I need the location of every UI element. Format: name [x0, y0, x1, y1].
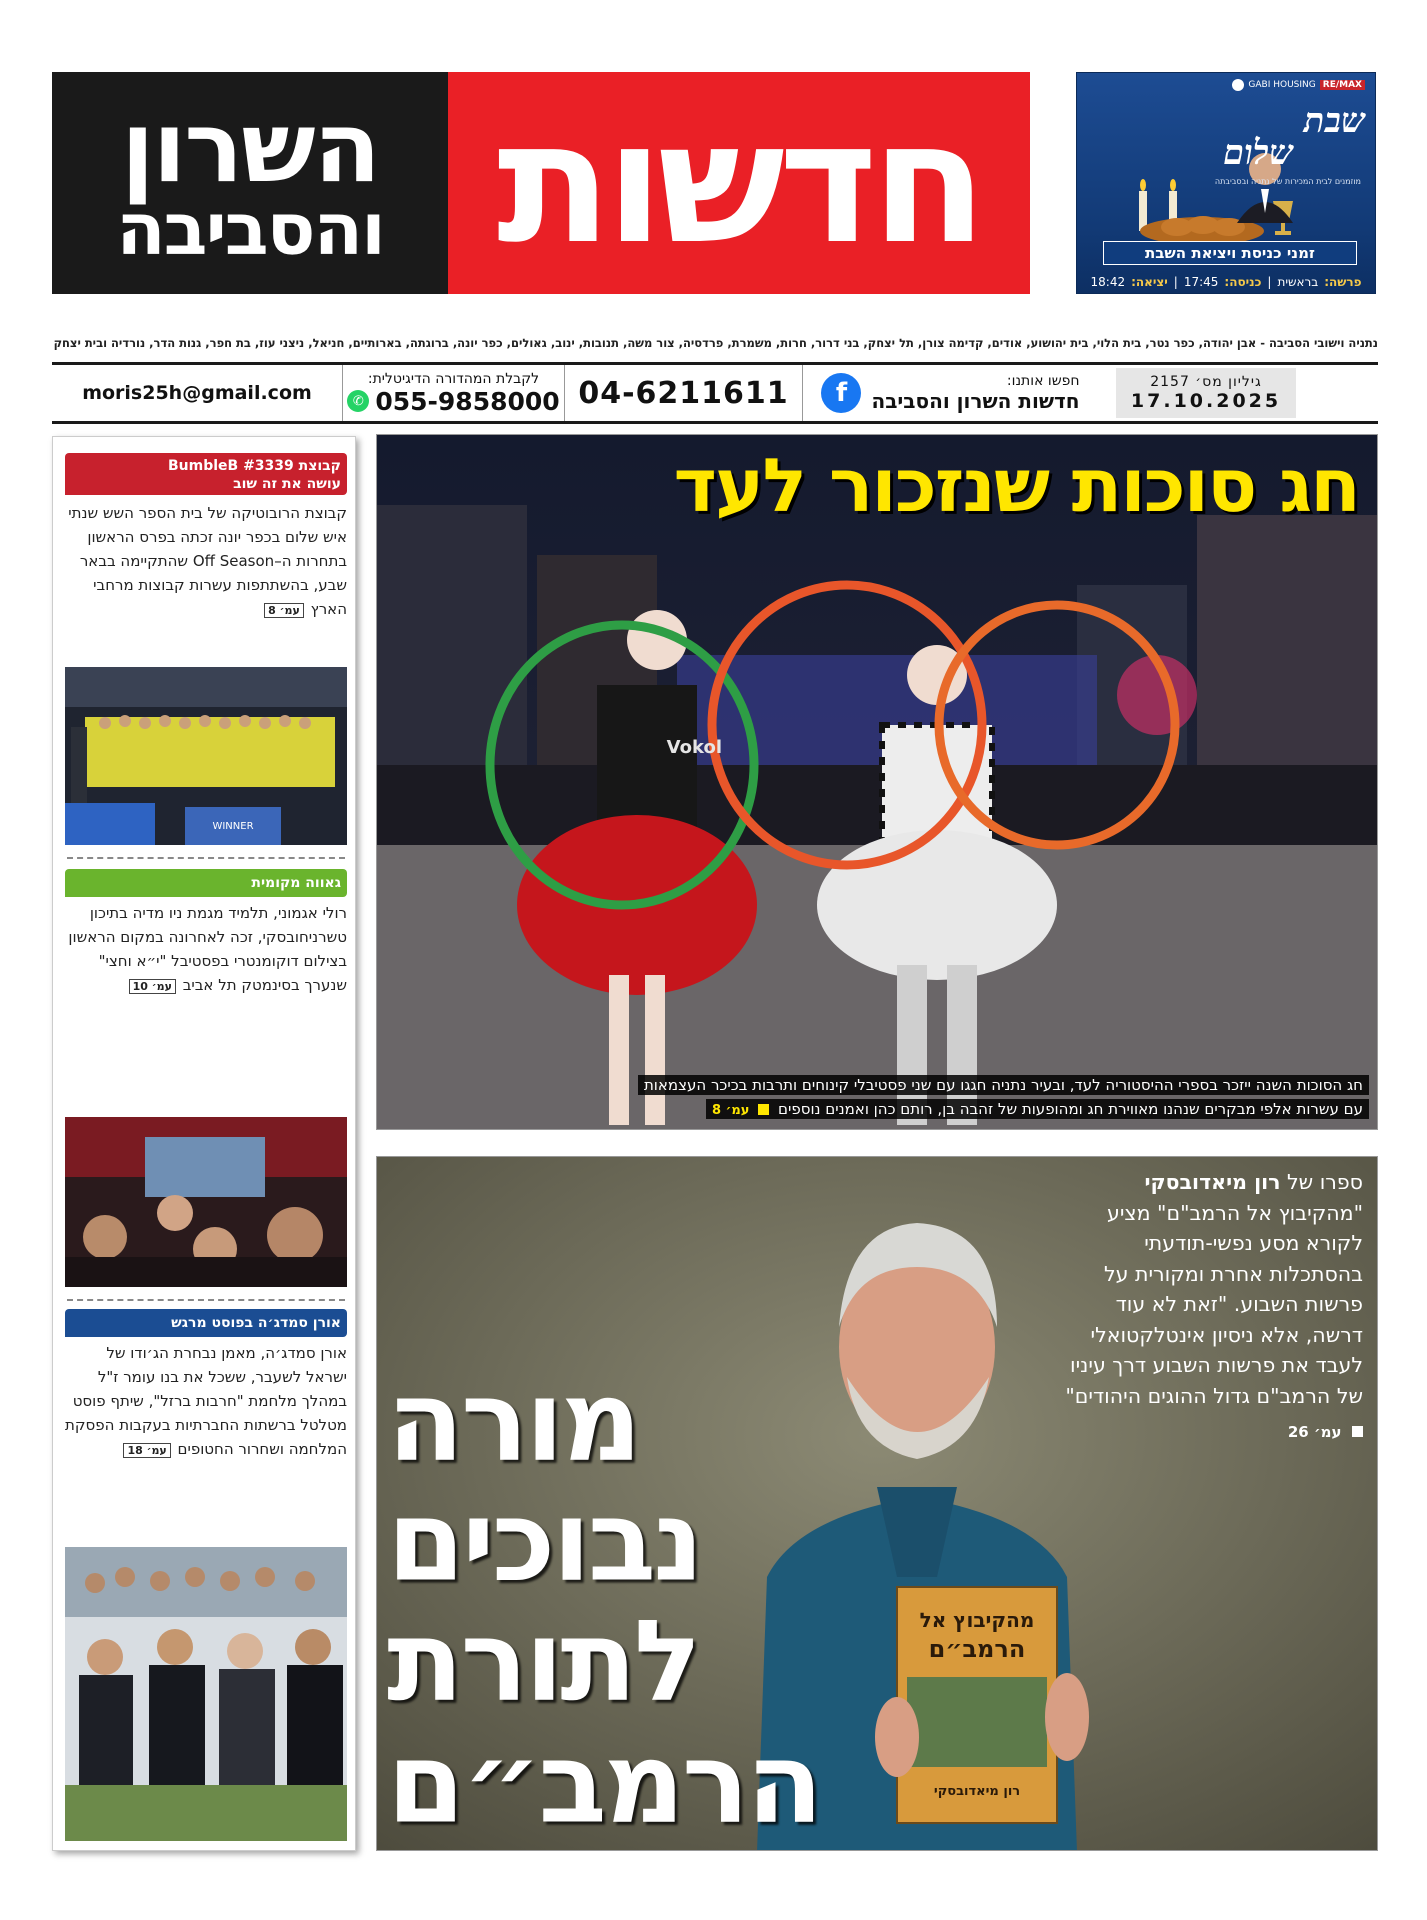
- facebook-icon: f: [821, 373, 861, 413]
- brief1-photo[interactable]: [65, 667, 347, 845]
- facebook-page-name: חדשות השרון והסביבה: [871, 389, 1080, 413]
- digital-edition-label: לקבלת המהדורה הדיגיטלית:: [367, 370, 540, 387]
- gabi-logo-icon: [1232, 79, 1244, 91]
- book-headline-line2: נבוכים: [387, 1477, 701, 1607]
- book-headline-line3: לתורת: [387, 1597, 699, 1727]
- ad-times: פרשה: בראשית | כניסה: 17:45 | יציאה: 18:42: [1090, 275, 1362, 289]
- ad-subtitle: מוזמנים לבית המכירות של נתניה ובסביבתה: [1214, 177, 1361, 186]
- masthead-main-title: חדשות: [496, 85, 981, 281]
- remax-logo: RE/MAX: [1320, 80, 1365, 90]
- brief2-text: רולי אגמוני, תלמיד מגמת ניו מדיה בתיכון טשרניחובסקי, זכה לאחרונה במקום הראשון בצילום דוקומנטרי בפסטיבל "י״א וחצי" שנערך בסינמטק תל אביב עמ׳ 10: [68, 904, 347, 994]
- office-phone[interactable]: 04-6211611: [564, 365, 802, 421]
- brief3-text: אורן סמדג׳ה, מאמן נבחרת הג׳ודו של ישראל לשעבר, ששכל את בנו עומר ז"ל במהלך מלחמת "חרבות ברזל", שיתף פוסט מטלטל ברשתות החברתיות בעקבות הפסקת המלחמה ושחרור החטופים עמ׳ 18: [65, 1344, 347, 1458]
- book-author-name: רון מיאדובסקי: [1144, 1170, 1281, 1194]
- masthead-black-block: [52, 72, 448, 294]
- flame-right: [1170, 179, 1176, 191]
- brief3-heading[interactable]: אורן סמדג׳ה בפוסט מרגש: [65, 1309, 347, 1337]
- lead-caption-line1: חג הסוכות השנה ייזכר בספרי ההיסטוריה לעד, ובעיר נתניה חגגו עם שני פסטיבלי קינוחים ותרבות בכיכר העצמאות: [638, 1075, 1369, 1095]
- coverage-towns-line: נתניה וישובי הסביבה - אבן יהודה, כפר נטר, בית הלוי, בית יהושוע, אודים, קדימה צורן, תל יצחק, בני דרור, חרות, משמרת, פרדסיה, צור משה, תנובות, ינוב, גאולים, כפר יונה, ברוגתה, בארותיים, חניאל, ניצני עוז, בת חפר, גנות הדר, נורדיה ובית יצחק: [53, 336, 1378, 350]
- square-bullet-icon: [758, 1104, 769, 1115]
- book-cover-title-line1: מהקיבוץ אל: [919, 1608, 1035, 1632]
- info-bar: [52, 362, 1378, 424]
- shabbat-advertisement[interactable]: [1076, 72, 1376, 294]
- book-story-text: ספרו של רון מיאדובסקי "מהקיבוץ אל הרמב"ם" מציע לקורא מסע נפשי-תודעתי בהסתכלות אחרת ומקורית על פרשות השבוע. "זאת לא עוד דרשה, אלא ניסיון אינטלקטואלי לעבד את פרשות השבוע דרך עיניו של הרמב"ם גדול ההוגים היהודים" עמ׳ 26: [1065, 1170, 1363, 1441]
- email-contact[interactable]: moris25h@gmail.com: [82, 382, 312, 404]
- candle-left: [1139, 191, 1147, 231]
- masthead-title-line2: והסביבה: [116, 187, 384, 272]
- sidebar-briefs: [52, 436, 356, 1851]
- ad-title-line2: שלום: [1223, 133, 1293, 173]
- flame-left: [1140, 179, 1146, 191]
- digital-edition-phone: ✆ 055-9858000: [347, 387, 559, 416]
- issue-number: גיליון מס׳ 2157: [1150, 374, 1262, 390]
- book-page-ref: עמ׳ 26: [1287, 1423, 1342, 1441]
- lead-headline[interactable]: חג סוכות שנזכור לעד: [673, 443, 1359, 529]
- issue-box: [1116, 368, 1296, 418]
- brief3-photo[interactable]: [65, 1547, 347, 1841]
- lead-photo-sign: Vokol: [666, 737, 722, 758]
- book-headline-line4: הרמב״ם: [387, 1719, 821, 1849]
- masthead-title-line1: השרון: [121, 91, 379, 206]
- divider: [67, 857, 345, 859]
- square-bullet-icon: [1352, 1426, 1363, 1437]
- ad-times-band: זמני כניסת ויציאת השבת: [1103, 241, 1357, 265]
- lead-story-photo: [377, 435, 1378, 1130]
- brief1-text: קבוצת הרובוטיקה של בית הספר השש שנתי איש שלום בכפר יונה זכתה בפרס הראשון בתחרות ה–Off Season שהתקיימה בבאר שבע, בהשתתפות עשרות קבוצות מרחבי הארץ עמ׳ 8: [68, 504, 347, 618]
- facebook-link[interactable]: [802, 365, 1098, 421]
- digital-edition-contact[interactable]: [342, 365, 564, 421]
- divider: [67, 1299, 345, 1301]
- ad-title-line1: שבת: [1303, 101, 1365, 141]
- lead-caption-line2: עם עשרות אלפי מבקרים שנהנו מאווירת חג ומהופעות של זהבה בן, רותם כהן ואמנים נוספים עמ׳ 8: [706, 1099, 1369, 1119]
- ad-logo: GABI HOUSING RE/MAX: [1232, 79, 1365, 91]
- brief2-photo[interactable]: [65, 1117, 347, 1287]
- brief2-heading[interactable]: גאווה מקומית: [65, 869, 347, 897]
- book-story[interactable]: [376, 1156, 1378, 1851]
- book-headline-line1: מורה: [387, 1357, 639, 1487]
- whatsapp-icon: ✆: [347, 390, 369, 412]
- lead-story-sukkot[interactable]: [376, 434, 1378, 1130]
- brief1-page-ref: עמ׳ 8: [264, 603, 304, 618]
- issue-date: 17.10.2025: [1130, 390, 1282, 412]
- brief1-photo-sign: WINNER: [212, 821, 254, 832]
- brief1-heading[interactable]: קבוצת BumbleB #3339 עושה את זה שוב: [65, 453, 347, 495]
- book-cover-author: רון מיאדובסקי: [933, 1784, 1021, 1799]
- lead-page-ref: עמ׳ 8: [712, 1103, 750, 1118]
- book-cover-title-line2: הרמב״ם: [928, 1635, 1026, 1663]
- masthead-red-block: [448, 72, 1030, 294]
- brief2-page-ref: עמ׳ 10: [129, 979, 176, 994]
- facebook-label: חפשו אותנו:: [1006, 373, 1080, 389]
- brief3-page-ref: עמ׳ 18: [123, 1443, 170, 1458]
- issue-info: [1098, 365, 1378, 421]
- masthead: [52, 72, 1030, 294]
